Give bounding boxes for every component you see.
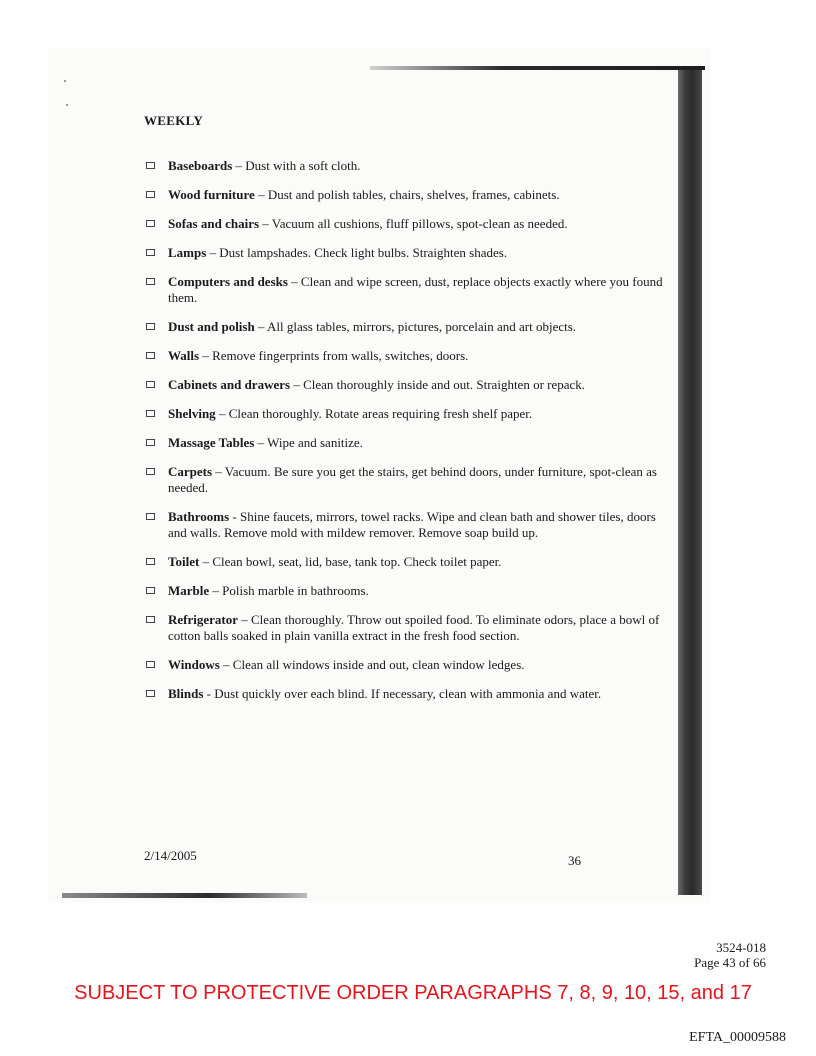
checklist-item bbox=[146, 158, 666, 174]
top-scan-rule bbox=[370, 66, 705, 70]
checkbox-icon bbox=[146, 661, 155, 668]
checklist-item-title: Cabinets and drawers bbox=[168, 377, 291, 392]
checklist-item-title: Carpets bbox=[168, 464, 213, 479]
checklist-item bbox=[146, 464, 666, 496]
checklist-item-title: Computers and desks bbox=[168, 274, 288, 289]
document-page-count: Page 43 of 66 bbox=[694, 955, 766, 970]
checklist-item-text bbox=[168, 657, 666, 673]
checklist-item-title: Lamps bbox=[168, 245, 207, 260]
checklist-item bbox=[146, 406, 666, 422]
checklist-item-title: Shelving bbox=[168, 406, 216, 421]
checkbox-icon bbox=[146, 690, 155, 697]
scan-speck bbox=[64, 80, 66, 82]
checklist-item-text bbox=[168, 158, 666, 174]
checklist-item-description: – Clean thoroughly. Throw out spoiled food. To eliminate odors, place a bowl of cotton balls soaked in plain vanilla extract in the fresh food section. bbox=[168, 612, 660, 643]
checkbox-icon bbox=[146, 468, 155, 475]
checklist-item-text bbox=[168, 319, 666, 335]
checklist-item-description: – Polish marble in bathrooms. bbox=[209, 583, 369, 598]
checklist-item-description: – Clean thoroughly inside and out. Straighten or repack. bbox=[290, 377, 586, 392]
checklist-item-description: – Dust lampshades. Check light bulbs. Straighten shades. bbox=[206, 245, 508, 260]
checklist-item-text bbox=[168, 583, 666, 599]
checklist-item-title: Sofas and chairs bbox=[168, 216, 260, 231]
checklist-item-description: – Dust with a soft cloth. bbox=[232, 158, 361, 173]
right-scan-edge bbox=[678, 70, 702, 895]
checkbox-icon bbox=[146, 558, 155, 565]
checklist-item-title: Blinds bbox=[168, 686, 204, 701]
checklist-item-text bbox=[168, 612, 666, 644]
checklist-item-title: Dust and polish bbox=[168, 319, 255, 334]
checkbox-icon bbox=[146, 191, 155, 198]
checklist-item-description: – Clean thoroughly. Rotate areas requiring fresh shelf paper. bbox=[215, 406, 533, 421]
bates-number: EFTA_00009588 bbox=[689, 1030, 786, 1045]
checklist-item bbox=[146, 216, 666, 232]
checklist-item-title: Walls bbox=[168, 348, 200, 363]
checklist-item-text bbox=[168, 435, 666, 451]
checklist-item-title: Baseboards bbox=[168, 158, 233, 173]
checkbox-icon bbox=[146, 587, 155, 594]
checklist-item bbox=[146, 583, 666, 599]
checklist-item-text bbox=[168, 464, 666, 496]
checklist-item-text bbox=[168, 348, 666, 364]
checkbox-icon bbox=[146, 352, 155, 359]
checklist-item bbox=[146, 319, 666, 335]
checklist-item-text bbox=[168, 554, 666, 570]
checklist-item-text bbox=[168, 406, 666, 422]
protective-order-notice: SUBJECT TO PROTECTIVE ORDER PARAGRAPHS 7, 8, 9, 10, 15, and 17 bbox=[74, 982, 752, 1004]
checkbox-icon bbox=[146, 513, 155, 520]
footer-date: 2/14/2005 bbox=[144, 848, 197, 863]
checkbox-icon bbox=[146, 616, 155, 623]
checklist-item bbox=[146, 245, 666, 261]
checklist-item-title: Massage Tables bbox=[168, 435, 255, 450]
checklist-item-description: – Clean all windows inside and out, clean window ledges. bbox=[219, 657, 525, 672]
scan-speck bbox=[66, 104, 68, 106]
checklist-item-description: – Dust and polish tables, chairs, shelves, frames, cabinets. bbox=[254, 187, 560, 202]
checklist-item-description: - Shine faucets, mirrors, towel racks. Wipe and clean bath and shower tiles, doors and walls. Remove mold with mildew remover. Remove soap build up. bbox=[168, 509, 656, 540]
footer-page-number: 36 bbox=[568, 853, 581, 868]
checkbox-icon bbox=[146, 439, 155, 446]
checklist-item-description: – All glass tables, mirrors, pictures, porcelain and art objects. bbox=[254, 319, 577, 334]
checklist-item-title: Toilet bbox=[168, 554, 200, 569]
checklist-item-text bbox=[168, 377, 666, 393]
checkbox-icon bbox=[146, 220, 155, 227]
checklist-item-description: – Wipe and sanitize. bbox=[254, 435, 363, 450]
checklist-item bbox=[146, 187, 666, 203]
page-heading: WEEKLY bbox=[144, 113, 204, 128]
checklist-item-description: – Vacuum. Be sure you get the stairs, get behind doors, under furniture, spot-clean as needed. bbox=[168, 464, 657, 495]
checklist-item-description: – Vacuum all cushions, fluff pillows, spot-clean as needed. bbox=[259, 216, 568, 231]
checkbox-icon bbox=[146, 162, 155, 169]
checklist-item-text bbox=[168, 216, 666, 232]
checklist-item-description: – Clean bowl, seat, lid, base, tank top. Check toilet paper. bbox=[199, 554, 502, 569]
checklist-item bbox=[146, 686, 666, 702]
checklist-item bbox=[146, 509, 666, 541]
checklist-item-text bbox=[168, 509, 666, 541]
checklist-item bbox=[146, 377, 666, 393]
checklist-item bbox=[146, 435, 666, 451]
checklist-item-text bbox=[168, 274, 666, 306]
checklist-item bbox=[146, 554, 666, 570]
checklist-item-title: Windows bbox=[168, 657, 220, 672]
checklist-item bbox=[146, 612, 666, 644]
document-id: 3524-018 bbox=[716, 940, 766, 955]
checkbox-icon bbox=[146, 381, 155, 388]
checklist-item-title: Bathrooms bbox=[168, 509, 230, 524]
checklist-item-description: – Remove fingerprints from walls, switches, doors. bbox=[199, 348, 469, 363]
checklist-item-text bbox=[168, 245, 666, 261]
checklist-item-text bbox=[168, 686, 666, 702]
checklist-item-description: – Clean and wipe screen, dust, replace objects exactly where you found them. bbox=[168, 274, 663, 305]
weekly-checklist bbox=[146, 158, 666, 715]
checkbox-icon bbox=[146, 249, 155, 256]
checklist-item bbox=[146, 274, 666, 306]
checkbox-icon bbox=[146, 278, 155, 285]
checklist-item-title: Marble bbox=[168, 583, 210, 598]
checklist-item-description: - Dust quickly over each blind. If necessary, clean with ammonia and water. bbox=[203, 686, 602, 701]
checklist-item-title: Refrigerator bbox=[168, 612, 239, 627]
checkbox-icon bbox=[146, 410, 155, 417]
checklist-item bbox=[146, 657, 666, 673]
checklist-item-text bbox=[168, 187, 666, 203]
bottom-scan-rule bbox=[62, 893, 307, 898]
checkbox-icon bbox=[146, 323, 155, 330]
checklist-item-title: Wood furniture bbox=[168, 187, 255, 202]
checklist-item bbox=[146, 348, 666, 364]
